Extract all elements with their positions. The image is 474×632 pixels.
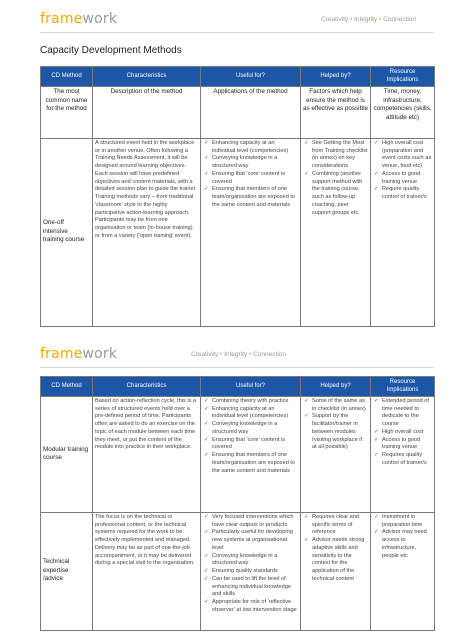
resource-item: ✓ Requires quality control of trainer/s [382, 452, 432, 467]
characteristics-cell: The focus is on the technical or professional content, or the technical systems required for the work to be effectively implemented and managed. Delivery may be as part of one-the-job accompaniment, or it may be delivered during a special visit to the organisation. [93, 512, 201, 630]
characteristics-cell: A structured event held in the workplace or in another venue. Often following a Training Needs Assessment, it will be designed around learning objectives. Each session will have predefined objectives and content materials, with a detailed session plan to guide the trainer. Training methods vary – from traditional 'classroom' style to the highly participative action-learning approach. Participants may be from one organisation or team (in-house training) or from a variety ('open training' event). [93, 138, 201, 326]
resource-item: ✓ Access to good training venue [382, 171, 432, 186]
helped-cell [301, 138, 371, 326]
useful-item: ✓ Enhancing capacity at an individual level (competencies) [212, 406, 298, 421]
tagline: Creativity • Integrity • Connection [191, 351, 286, 358]
table-row [41, 512, 435, 630]
helped-cell [301, 512, 371, 630]
sub-resources: Time, money, infrastructure, competencies (skills, attitude etc) [371, 86, 435, 138]
useful-item: ✓ Ensuring that 'core' content is covered [212, 437, 298, 452]
helped-item: ✓ Requires clear and specific terms of reference [312, 514, 368, 537]
useful-item: ✓ Appropriate for role of 'reflective observer' at low intervention stage [212, 599, 298, 614]
col-header-characteristics: Characteristics [93, 377, 201, 397]
useful-cell [201, 512, 301, 630]
table-row [41, 396, 435, 512]
page-2 [0, 340, 474, 632]
useful-item: ✓ Enhancing capacity at an individual level (competencies) [212, 140, 298, 155]
header-divider [40, 367, 434, 368]
resources-cell [371, 138, 435, 326]
helped-item: ✓ See Getting the Most from Training checklist (in annex) on key considerations. [312, 140, 368, 171]
col-header-helped: Helped by? [301, 67, 371, 87]
useful-item: ✓ Ensuring quality standards [212, 568, 298, 576]
sub-method: The most common name for the method [41, 86, 93, 138]
useful-item: ✓ Ensuring that members of one team/organisation are exposed to the same content and materials [212, 452, 298, 475]
brand-logo: framework [40, 11, 118, 27]
col-header-useful: Useful for? [201, 377, 301, 397]
helped-item: ✓ Advisor needs strong adaptive skills and sensitivity to the context for the application of the technical content [312, 537, 368, 583]
header-row [41, 377, 435, 397]
useful-item: ✓ Combining theory with practice [212, 398, 298, 406]
method-name: Technical expertise /advice [41, 512, 93, 630]
useful-item: ✓ Ensuring that 'core' content is covered [212, 171, 298, 186]
useful-item: ✓ Conveying knowledge in a structured way [212, 553, 298, 568]
method-name: Modular training course [41, 396, 93, 512]
helped-item: ✓ Support by the facilitator/trainer in between modules (visiting workplace if at all possible) [312, 413, 368, 452]
helped-item: ✓ Combining (another support method with the training course, such as follow-up coaching, peer support groups etc. [312, 171, 368, 217]
sub-helped: Factors which help ensure the method is as effective as possible [301, 86, 371, 138]
useful-item: ✓ Can be used to lift the level of enhancing individual knowledge and skills [212, 576, 298, 599]
col-header-resources: Resource Implications [371, 67, 435, 87]
useful-item: ✓ Particularly useful for developing new systems at organisational level [212, 529, 298, 552]
resources-cell [371, 512, 435, 630]
characteristics-cell: Based on action-reflection cycle, this is a series of structured events held over a pre-defined period of time. Participants often are asked to do an exercise on the topic of each module between each time they meet, or put the content of the module into practice in their workplace. [93, 396, 201, 512]
header-divider [40, 32, 434, 33]
useful-item: ✓ Conveying knowledge in a structured way [212, 155, 298, 170]
col-header-method: CD Method [41, 377, 93, 397]
useful-cell [201, 396, 301, 512]
col-header-useful: Useful for? [201, 67, 301, 87]
method-name: One-off intensive training course [41, 138, 93, 326]
resource-item: ✓ High overall cost [382, 429, 432, 437]
header-row [41, 67, 435, 87]
useful-cell [201, 138, 301, 326]
resource-item: ✓ Extended period of time needed to dedicate to the course [382, 398, 432, 429]
col-header-characteristics: Characteristics [93, 67, 201, 87]
resource-item: ✓ Access to good training venue [382, 437, 432, 452]
methods-table-2 [40, 376, 435, 631]
methods-table-1 [40, 66, 435, 327]
helped-cell [301, 396, 371, 512]
tagline: Creativity • Integrity • Connection [321, 16, 416, 23]
resource-item: ✓ Advisor may need access to infrastructure, people etc [382, 529, 432, 560]
resource-item: ✓ High overall cost (preparation and event costs such as venue, food etc) [382, 140, 432, 171]
useful-item: ✓ Very focused interventions which have clear outputs or products [212, 514, 298, 529]
useful-item: ✓ Conveying knowledge in a structured way [212, 421, 298, 436]
useful-item: ✓ Ensuring that members of one team/organisation are exposed to the same content and materials [212, 186, 298, 209]
page-title: Capacity Development Methods [40, 45, 182, 56]
col-header-method: CD Method [41, 67, 93, 87]
subheader-row [41, 86, 435, 138]
sub-characteristics: Description of the method [93, 86, 201, 138]
resource-item: ✓ Require quality control of trainer/s [382, 186, 432, 201]
brand-logo: framework [40, 346, 118, 362]
sub-useful: Applications of the method [201, 86, 301, 138]
col-header-helped: Helped by? [301, 377, 371, 397]
resources-cell [371, 396, 435, 512]
helped-item: ✓ Some of the same as in checklist (in annex) [312, 398, 368, 413]
col-header-resources: Resource Implications [371, 377, 435, 397]
resource-item: ✓ Investment in preparation time [382, 514, 432, 529]
table-row [41, 138, 435, 326]
